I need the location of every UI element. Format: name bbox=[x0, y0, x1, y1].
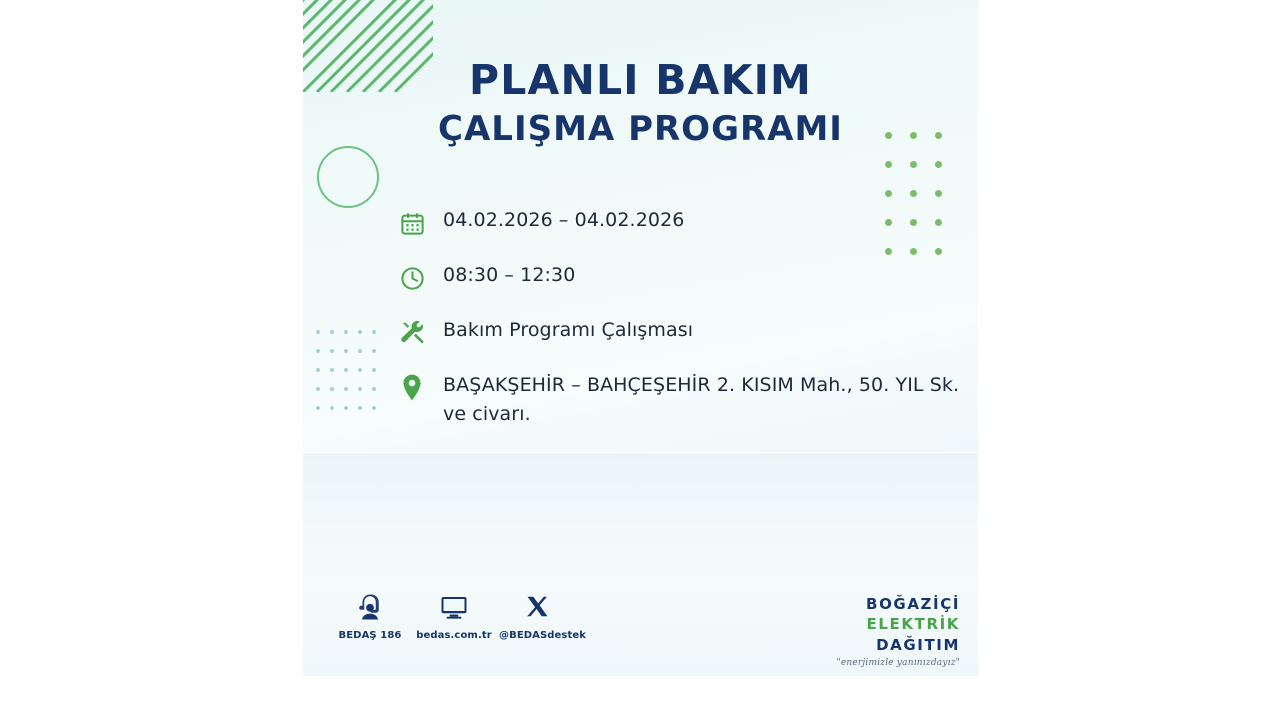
clock-icon bbox=[395, 261, 429, 294]
contact-phone-label: BEDAŞ 186 bbox=[338, 630, 402, 641]
logo-line-2: ELEKTRİK bbox=[866, 615, 960, 634]
detail-location-text: BAŞAKŞEHİR – BAHÇEŞEHİR 2. KISIM Mah., 50. YIL Sk. ve civarı. bbox=[443, 374, 960, 426]
monitor-icon bbox=[415, 588, 493, 626]
detail-time-text: 08:30 – 12:30 bbox=[443, 264, 576, 286]
footer-contacts bbox=[331, 588, 587, 641]
detail-row-date bbox=[395, 206, 965, 239]
poster-title-block bbox=[303, 58, 978, 148]
contact-website[interactable] bbox=[415, 588, 493, 641]
detail-date-text: 04.02.2026 – 04.02.2026 bbox=[443, 209, 685, 231]
detail-row-location bbox=[395, 371, 965, 430]
maintenance-announcement-poster bbox=[303, 0, 978, 676]
x-twitter-icon bbox=[499, 588, 577, 626]
detail-worktype-text: Bakım Programı Çalışması bbox=[443, 319, 694, 341]
headset-operator-icon bbox=[331, 588, 409, 626]
detail-row-time bbox=[395, 261, 965, 294]
page-title: PLANLI BAKIM bbox=[468, 56, 813, 104]
detail-row-worktype bbox=[395, 316, 965, 349]
logo-line-1: BOĞAZİÇİ bbox=[866, 595, 960, 613]
dot-grid-decoration-left bbox=[316, 330, 386, 425]
contact-phone[interactable] bbox=[331, 588, 409, 641]
bedas-logo bbox=[837, 594, 961, 668]
circle-outline-decoration bbox=[317, 146, 379, 208]
logo-slogan: "enerjimizle yanınızdayız" bbox=[836, 657, 960, 668]
logo-line-3: DAĞITIM bbox=[876, 635, 960, 654]
page-subtitle: ÇALIŞMA PROGRAMI bbox=[438, 108, 843, 149]
contact-social[interactable] bbox=[499, 588, 587, 641]
calendar-icon bbox=[395, 206, 429, 239]
poster-footer bbox=[303, 588, 978, 676]
maintenance-details-list bbox=[395, 206, 965, 452]
tools-icon bbox=[395, 316, 429, 349]
location-pin-icon bbox=[395, 371, 429, 404]
contact-website-label: bedas.com.tr bbox=[416, 630, 492, 641]
contact-social-label: @BEDASdestek bbox=[499, 630, 587, 641]
